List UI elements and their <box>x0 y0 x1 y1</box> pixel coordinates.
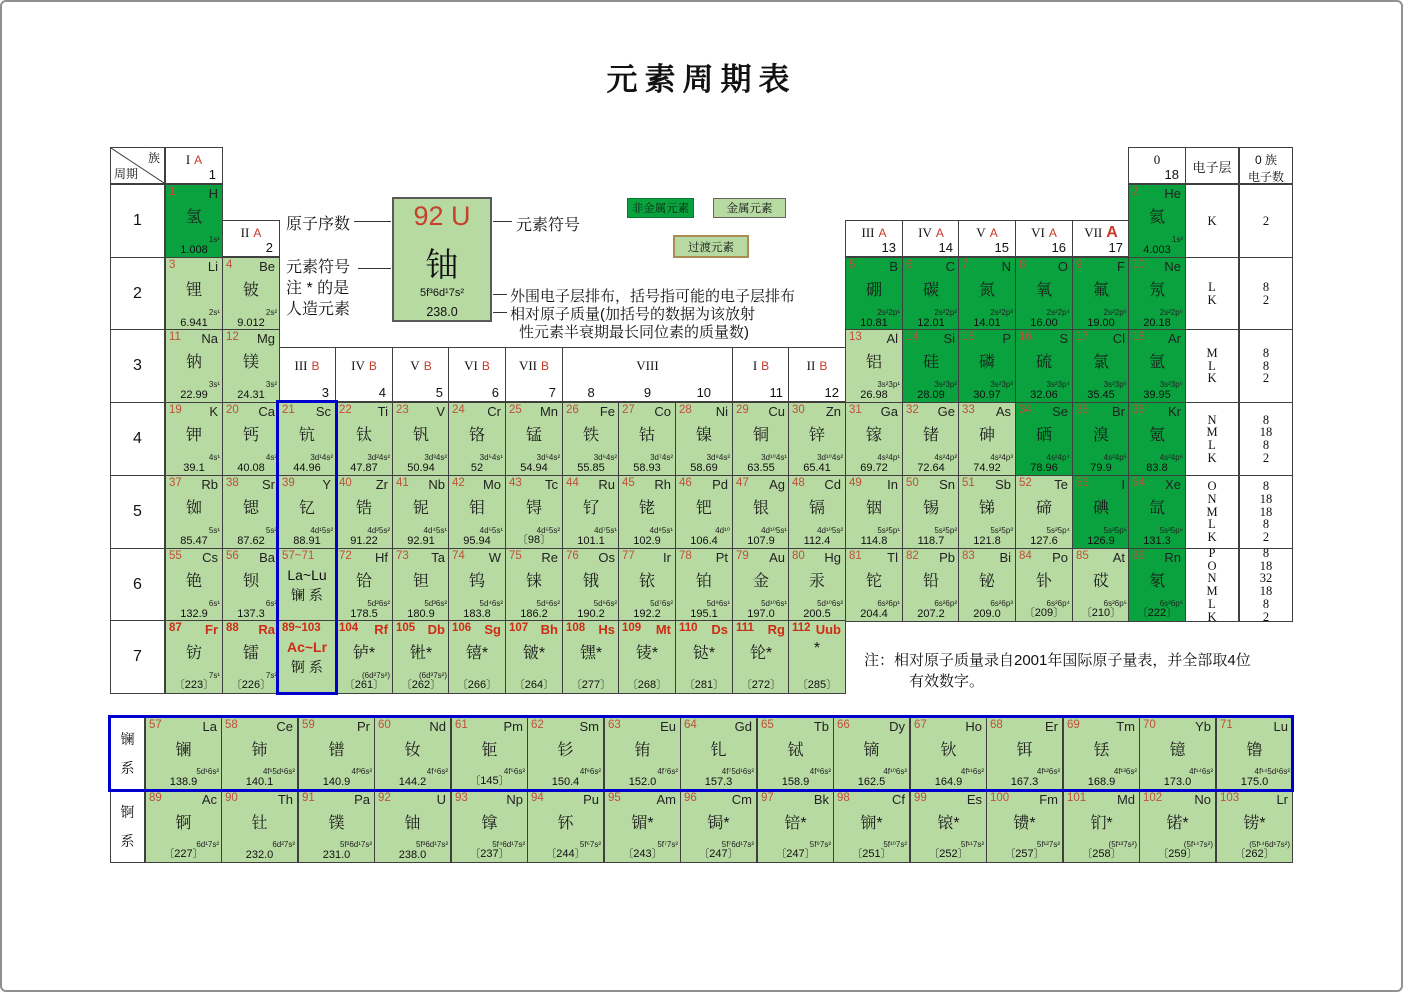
element-cell-Si: 14 Si 硅 3s²3p² 28.09 <box>902 329 960 403</box>
sample-element-name: 铀 <box>425 246 459 283</box>
element-cell-Am: 95 Am 镅* 5f⁷7s² 〔243〕 <box>604 790 681 863</box>
element-cell-Ar: 18 Ar 氩 3s²3p⁶ 39.95 <box>1128 329 1186 403</box>
element-cell-Sb: 51 Sb 锑 5s²5p³ 121.8 <box>958 475 1016 549</box>
element-cell-As: 33 As 砷 4s²4p³ 74.92 <box>958 402 1016 476</box>
element-cell-Ho: 67 Ho 钬 4f¹¹6s² 164.9 <box>910 717 987 790</box>
element-cell-Sr: 38 Sr 锶 5s² 87.62 <box>222 475 280 549</box>
element-cell-No: 102 No 锘* (5f¹⁴7s²) 〔259〕 <box>1139 790 1216 863</box>
footnote-line-1: 注：相对原子质量录自2001年国际原子量表，并全部取4位 <box>864 652 1251 669</box>
element-cell-Na: 11 Na 钠 3s¹ 22.99 <box>165 329 223 403</box>
group-header-VIB6: VI B 6 <box>448 347 506 402</box>
annotation-mass-note-2: 性元素半衰期最长同位素的质量数) <box>519 324 749 341</box>
element-cell-Pu: 94 Pu 钚 5f⁶7s² 〔244〕 <box>527 790 604 863</box>
element-cell-Mo: 42 Mo 钼 4d⁵5s¹ 95.94 <box>448 475 506 549</box>
element-cell-Ca: 20 Ca 钙 4s² 40.08 <box>222 402 280 476</box>
pointer-line-atomic-number <box>354 221 391 222</box>
element-cell-Ra: 88 Ra 镭 7s² 〔226〕 <box>222 620 280 694</box>
element-cell-Ne: 10 Ne 氖 2s²2p⁶ 20.18 <box>1128 257 1186 331</box>
element-cell-Ru: 44 Ru 钌 4d⁷5s¹ 101.1 <box>562 475 620 549</box>
element-cell-Tl: 81 Tl 铊 6s²6p¹ 204.4 <box>845 548 903 622</box>
element-cell-89~103: 89~103 Ac~Lr 锕 系 <box>278 620 336 694</box>
element-cell-Pd: 46 Pd 钯 4d¹⁰ 106.4 <box>675 475 733 549</box>
group-header-IIA2: II A 2 <box>222 220 280 257</box>
label-element-symbol: 元素符号 <box>516 217 581 234</box>
element-cell-Uub: 112 Uub * 〔285〕 <box>788 620 846 694</box>
element-cell-Cs: 55 Cs 铯 6s¹ 132.9 <box>165 548 223 622</box>
pointer-line-mass <box>493 312 507 313</box>
element-cell-Mt: 109 Mt 鿏* 〔268〕 <box>618 620 676 694</box>
periodic-table-grid <box>2 2 1401 990</box>
shell-counts-period-6: 8 18 32 18 8 2 <box>1239 548 1293 622</box>
element-cell-La: 57 La 镧 5d¹6s² 138.9 <box>145 717 222 790</box>
element-cell-Nb: 41 Nb 铌 4d⁴5s¹ 92.91 <box>392 475 450 549</box>
element-cell-Lu: 71 Lu 镥 4f¹⁴5d¹6s² 175.0 <box>1216 717 1293 790</box>
label-atomic-number: 原子序数 <box>286 216 351 233</box>
element-cell-Nd: 60 Nd 钕 4f⁴6s² 144.2 <box>374 717 451 790</box>
element-cell-Ds: 110 Ds 𫟼* 〔281〕 <box>675 620 733 694</box>
element-cell-Fr: 87 Fr 钫 7s¹ 〔223〕 <box>165 620 223 694</box>
element-cell-Ta: 73 Ta 钽 5d³6s² 180.9 <box>392 548 450 622</box>
group-header-VB5: V B 5 <box>392 347 450 402</box>
element-cell-Zr: 40 Zr 锆 4d²5s² 91.22 <box>335 475 393 549</box>
period-label-6: 6 <box>110 548 165 622</box>
footnote <box>864 650 1251 692</box>
element-cell-Ge: 32 Ge 锗 4s²4p² 72.64 <box>902 402 960 476</box>
shell-counts-period-5: 8 18 18 8 2 <box>1239 475 1293 549</box>
footnote-line-2: 有效数字。 <box>909 673 985 690</box>
element-cell-Re: 75 Re 铼 5d⁵6s² 186.2 <box>505 548 563 622</box>
period-label-5: 5 <box>110 475 165 549</box>
element-cell-Bi: 83 Bi 铋 6s²6p³ 209.0 <box>958 548 1016 622</box>
group-header-IIB12: II B 12 <box>788 347 846 402</box>
element-cell-Tb: 65 Tb 铽 4f⁹6s² 158.9 <box>757 717 834 790</box>
element-cell-Cd: 48 Cd 镉 4d¹⁰5s² 112.4 <box>788 475 846 549</box>
element-cell-In: 49 In 铟 5s²5p¹ 114.8 <box>845 475 903 549</box>
sample-element-box <box>392 197 492 322</box>
shell-counts-period-1: 2 <box>1239 184 1293 258</box>
element-cell-W: 74 W 钨 5d⁴6s² 183.8 <box>448 548 506 622</box>
element-cell-Hg: 80 Hg 汞 5d¹⁰6s² 200.5 <box>788 548 846 622</box>
element-cell-O: 8 O 氧 2s²2p⁴ 16.00 <box>1015 257 1073 331</box>
element-cell-K: 19 K 钾 4s¹ 39.1 <box>165 402 223 476</box>
element-cell-Rg: 111 Rg 𬬭* 〔272〕 <box>732 620 790 694</box>
shell-layers-period-6: P O N M L K <box>1185 548 1239 622</box>
element-cell-F: 9 F 氟 2s²2p⁵ 19.00 <box>1072 257 1130 331</box>
element-cell-H: 1 H 氢 1s¹ 1.008 <box>165 184 223 258</box>
element-cell-Xe: 54 Xe 氙 5s²5p⁶ 131.3 <box>1128 475 1186 549</box>
corner-group-label: 族 <box>147 151 160 165</box>
element-cell-Hs: 108 Hs 𬭶* 〔277〕 <box>562 620 620 694</box>
element-cell-Db: 105 Db 𬭊* (6d³7s²) 〔262〕 <box>392 620 450 694</box>
element-cell-Pt: 78 Pt 铂 5d⁹6s¹ 195.1 <box>675 548 733 622</box>
element-cell-Li: 3 Li 锂 2s¹ 6.941 <box>165 257 223 331</box>
period-label-2: 2 <box>110 257 165 331</box>
element-cell-Cf: 98 Cf 锎* 5f¹⁰7s² 〔251〕 <box>833 790 910 863</box>
period-label-4: 4 <box>110 402 165 476</box>
element-cell-Pr: 59 Pr 镨 4f³6s² 140.9 <box>298 717 375 790</box>
shell-layers-period-1: K <box>1185 184 1239 258</box>
element-cell-Ni: 28 Ni 镍 3d⁸4s² 58.69 <box>675 402 733 476</box>
element-cell-Cm: 96 Cm 锔* 5f⁷6d¹7s² 〔247〕 <box>680 790 757 863</box>
pointer-line-config <box>493 294 507 295</box>
element-cell-Ga: 31 Ga 镓 4s²4p¹ 69.72 <box>845 402 903 476</box>
group-header-VIIB7: VII B 7 <box>505 347 563 402</box>
element-cell-Ac: 89 Ac 锕 6d¹7s² 〔227〕 <box>145 790 222 863</box>
element-cell-Pa: 91 Pa 镤 5f²6d¹7s² 231.0 <box>298 790 375 863</box>
element-cell-Pb: 82 Pb 铅 6s²6p² 207.2 <box>902 548 960 622</box>
element-cell-Co: 27 Co 钴 3d⁷4s² 58.93 <box>618 402 676 476</box>
element-cell-Cl: 17 Cl 氯 3s²3p⁵ 35.45 <box>1072 329 1130 403</box>
element-cell-Sn: 50 Sn 锡 5s²5p² 118.7 <box>902 475 960 549</box>
group-header-VIIA17: VII A 17 <box>1072 220 1130 257</box>
sample-atomic-mass: 238.0 <box>426 305 458 319</box>
element-cell-Es: 99 Es 锿* 5f¹¹7s² 〔252〕 <box>910 790 987 863</box>
label-manmade-note-2: 人造元素 <box>286 301 351 318</box>
label-symbol-note-block <box>286 257 350 320</box>
group-header-VA15: V A 15 <box>958 220 1016 257</box>
group-header-VIII: VIII 8 9 10 <box>562 347 733 402</box>
label-symbol-left: 元素符号 <box>286 259 351 276</box>
group-header-IIIB3: III B 3 <box>278 347 336 402</box>
row-label-actinide: 锕 系 <box>110 790 145 863</box>
shell-layers-period-3: M L K <box>1185 329 1239 403</box>
element-cell-Tc: 43 Tc 锝 4d⁵5s² 〔98〕 <box>505 475 563 549</box>
element-cell-57~71: 57~71 La~Lu 镧 系 <box>278 548 336 622</box>
element-cell-Gd: 64 Gd 钆 4f⁷5d¹6s² 157.3 <box>680 717 757 790</box>
group-header-IA1: I A 1 <box>165 147 223 184</box>
group-header-IVB4: IV B 4 <box>335 347 393 402</box>
group-header-018: 0 18 <box>1128 147 1186 184</box>
element-cell-Dy: 66 Dy 镝 4f¹⁰6s² 162.5 <box>833 717 910 790</box>
element-cell-Br: 35 Br 溴 4s²4p⁵ 79.9 <box>1072 402 1130 476</box>
element-cell-P: 15 P 磷 3s²3p³ 30.97 <box>958 329 1016 403</box>
element-cell-At: 85 At 砹 6s²6p⁵ 〔210〕 <box>1072 548 1130 622</box>
annotation-config-note: 外围电子层排布，括号指可能的电子层排布 <box>510 288 796 305</box>
element-cell-Tm: 69 Tm 铥 4f¹³6s² 168.9 <box>1063 717 1140 790</box>
shell-counts-period-2: 8 2 <box>1239 257 1293 331</box>
element-cell-Rb: 37 Rb 铷 5s¹ 85.47 <box>165 475 223 549</box>
element-cell-Ba: 56 Ba 钡 6s² 137.3 <box>222 548 280 622</box>
element-cell-C: 6 C 碳 2s²2p² 12.01 <box>902 257 960 331</box>
group-header-IIIA13: III A 13 <box>845 220 903 257</box>
element-cell-B: 5 B 硼 2s²2p¹ 10.81 <box>845 257 903 331</box>
element-cell-Fe: 26 Fe 铁 3d⁶4s² 55.85 <box>562 402 620 476</box>
element-cell-Er: 68 Er 铒 4f¹²6s² 167.3 <box>986 717 1063 790</box>
element-cell-Te: 52 Te 碲 5s²5p⁴ 127.6 <box>1015 475 1073 549</box>
element-cell-Mg: 12 Mg 镁 3s² 24.31 <box>222 329 280 403</box>
row-label-lanthanide: 镧 系 <box>110 717 145 790</box>
legend-nonmetal-badge: 非金属元素 <box>627 198 694 218</box>
shell-counts-period-3: 8 8 2 <box>1239 329 1293 403</box>
element-cell-He: 2 He 氦 1s² 4.003 <box>1128 184 1186 258</box>
element-cell-Eu: 63 Eu 铕 4f⁷6s² 152.0 <box>604 717 681 790</box>
element-cell-Pm: 61 Pm 钷 4f⁵6s² 〔145〕 <box>451 717 528 790</box>
pointer-line-element-name <box>358 268 391 269</box>
page-title: 元素周期表 <box>606 62 797 97</box>
element-cell-S: 16 S 硫 3s²3p⁴ 32.06 <box>1015 329 1073 403</box>
element-cell-Sg: 106 Sg 𬭳* 〔266〕 <box>448 620 506 694</box>
element-cell-Bk: 97 Bk 锫* 5f⁹7s² 〔247〕 <box>757 790 834 863</box>
element-cell-Md: 101 Md 钔* (5f¹³7s²) 〔258〕 <box>1063 790 1140 863</box>
shell-counts-period-4: 8 18 8 2 <box>1239 402 1293 476</box>
element-cell-Be: 4 Be 铍 2s² 9.012 <box>222 257 280 331</box>
element-cell-Ce: 58 Ce 铈 4f¹5d¹6s² 140.1 <box>221 717 298 790</box>
element-cell-Np: 93 Np 镎 5f⁴6d¹7s² 〔237〕 <box>451 790 528 863</box>
label-manmade-note-1: 注 * 的是 <box>286 280 350 297</box>
element-cell-V: 23 V 钒 3d³4s² 50.94 <box>392 402 450 476</box>
element-cell-Rn: 86 Rn 氡 6s²6p⁶ 〔222〕 <box>1128 548 1186 622</box>
group-header-IVA14: IV A 14 <box>902 220 960 257</box>
header-zero-group-electrons: 0 族 电子数 <box>1239 147 1293 184</box>
element-cell-U: 92 U 铀 5f³6d¹7s² 238.0 <box>374 790 451 863</box>
group-header-IB11: I B 11 <box>732 347 790 402</box>
element-cell-Ti: 22 Ti 钛 3d²4s² 47.87 <box>335 402 393 476</box>
sample-number-symbol: 92 U <box>413 201 471 231</box>
element-cell-I: 53 I 碘 5s²5p⁵ 126.9 <box>1072 475 1130 549</box>
element-cell-Mn: 25 Mn 锰 3d⁵4s² 54.94 <box>505 402 563 476</box>
element-cell-Ag: 47 Ag 银 4d¹⁰5s¹ 107.9 <box>732 475 790 549</box>
element-cell-Th: 90 Th 钍 6d²7s² 232.0 <box>221 790 298 863</box>
shell-layers-period-2: L K <box>1185 257 1239 331</box>
element-cell-Cr: 24 Cr 铬 3d⁵4s¹ 52 <box>448 402 506 476</box>
element-cell-Rf: 104 Rf 𬬻* (6d²7s²) 〔261〕 <box>335 620 393 694</box>
shell-layers-period-5: O N M L K <box>1185 475 1239 549</box>
element-cell-Zn: 30 Zn 锌 3d¹⁰4s² 65.41 <box>788 402 846 476</box>
period-label-1: 1 <box>110 184 165 258</box>
element-cell-Po: 84 Po 钋 6s²6p⁴ 〔209〕 <box>1015 548 1073 622</box>
element-cell-Fm: 100 Fm 镄* 5f¹²7s² 〔257〕 <box>986 790 1063 863</box>
header-electron-shell: 电子层 <box>1185 147 1239 184</box>
element-cell-Sc: 21 Sc 钪 3d¹4s² 44.96 <box>278 402 336 476</box>
element-cell-Se: 34 Se 硒 4s²4p⁴ 78.96 <box>1015 402 1073 476</box>
period-label-3: 3 <box>110 329 165 403</box>
pointer-line-symbol <box>493 221 512 222</box>
element-cell-Yb: 70 Yb 镱 4f¹⁴6s² 173.0 <box>1139 717 1216 790</box>
element-cell-Kr: 36 Kr 氪 4s²4p⁶ 83.8 <box>1128 402 1186 476</box>
sample-electron-config: 5f³6d¹7s² <box>419 287 465 299</box>
element-cell-Lr: 103 Lr 铹* (5f¹⁴6d¹7s²) 〔262〕 <box>1216 790 1293 863</box>
annotation-mass-note-1: 相对原子质量(加括号的数据为该放射 <box>510 306 755 323</box>
element-cell-Hf: 72 Hf 铪 5d²6s² 178.5 <box>335 548 393 622</box>
element-cell-Sm: 62 Sm 钐 4f⁶6s² 150.4 <box>527 717 604 790</box>
element-cell-Ir: 77 Ir 铱 5d⁷6s² 192.2 <box>618 548 676 622</box>
group-header-VIA16: VI A 16 <box>1015 220 1073 257</box>
corner-period-group-cell <box>110 147 165 184</box>
legend-transition-badge: 过渡元素 <box>673 235 749 258</box>
period-label-7: 7 <box>110 620 165 694</box>
element-cell-Os: 76 Os 锇 5d⁶6s² 190.2 <box>562 548 620 622</box>
element-cell-N: 7 N 氮 2s²2p³ 14.01 <box>958 257 1016 331</box>
element-cell-Rh: 45 Rh 铑 4d⁸5s¹ 102.9 <box>618 475 676 549</box>
element-cell-Y: 39 Y 钇 4d¹5s² 88.91 <box>278 475 336 549</box>
element-cell-Au: 79 Au 金 5d¹⁰6s¹ 197.0 <box>732 548 790 622</box>
element-cell-Al: 13 Al 铝 3s²3p¹ 26.98 <box>845 329 903 403</box>
element-cell-Bh: 107 Bh 𬭛* 〔264〕 <box>505 620 563 694</box>
shell-layers-period-4: N M L K <box>1185 402 1239 476</box>
corner-period-label: 周期 <box>114 167 139 181</box>
legend-metal-badge: 金属元素 <box>713 198 786 218</box>
element-cell-Cu: 29 Cu 铜 3d¹⁰4s¹ 63.55 <box>732 402 790 476</box>
